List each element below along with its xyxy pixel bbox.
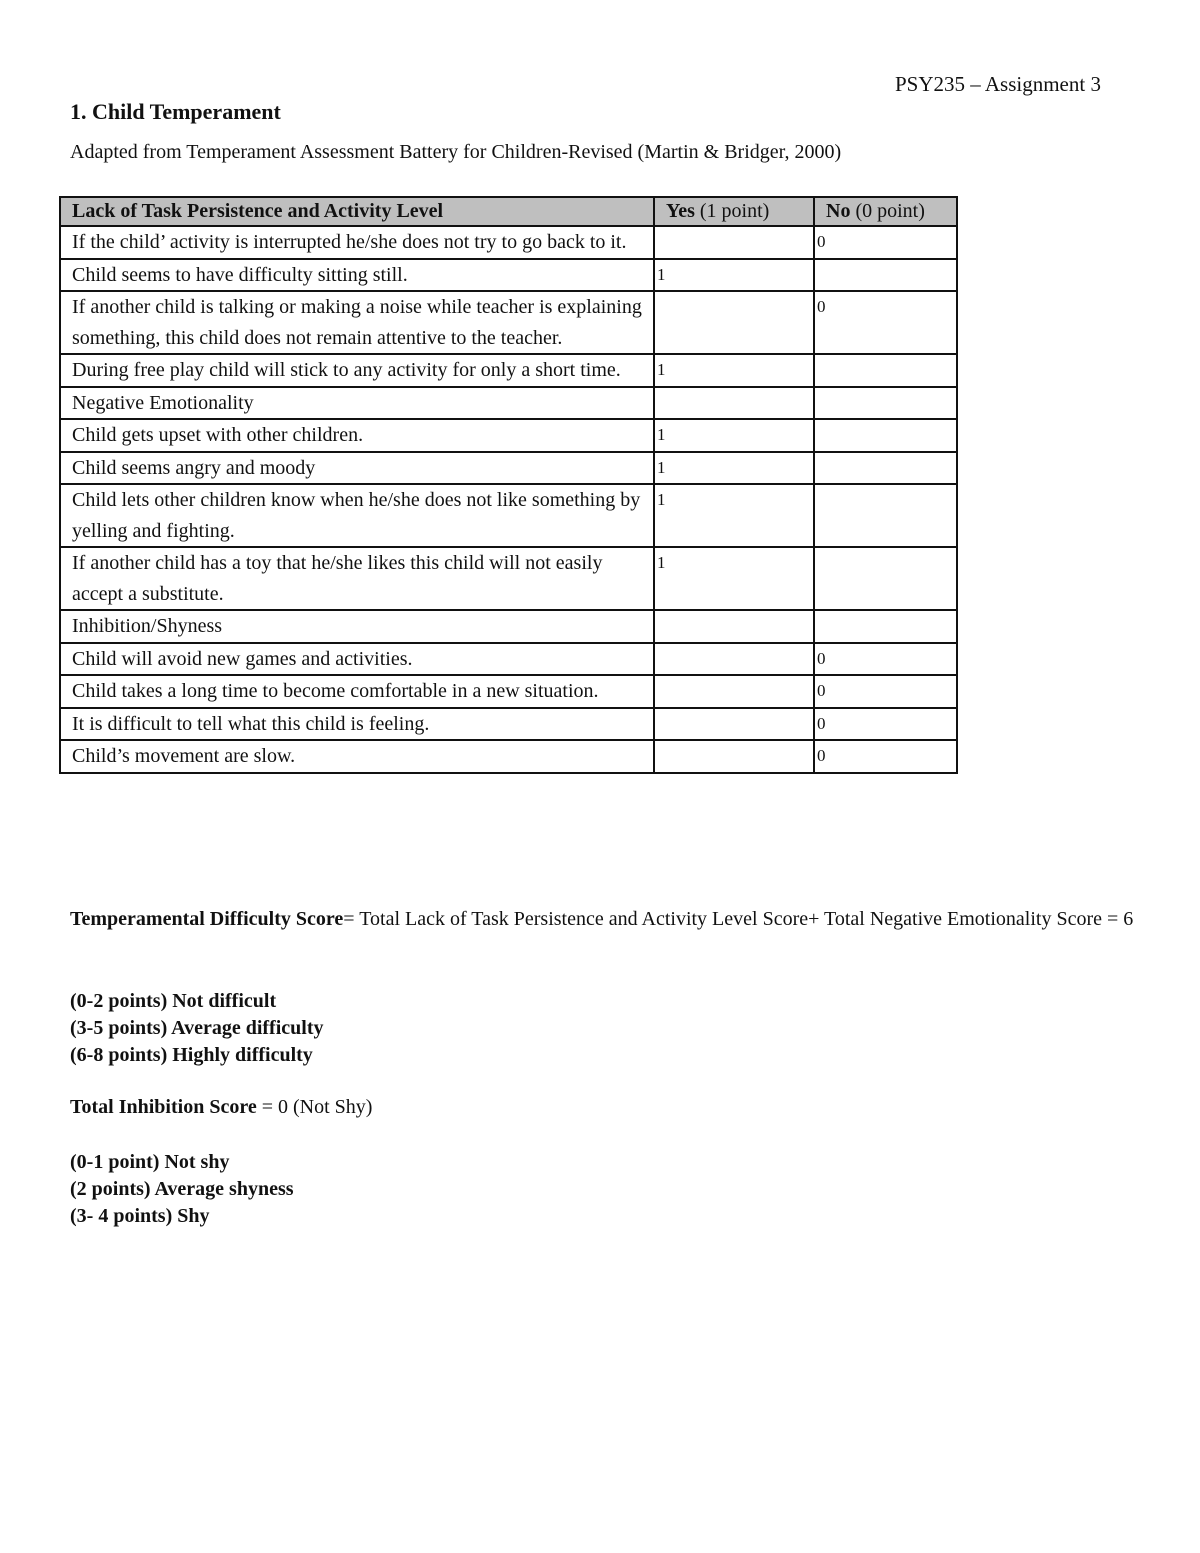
section-heading: Negative Emotionality (60, 387, 654, 420)
no-cell (814, 419, 957, 452)
table-row (60, 452, 957, 485)
yes-cell (654, 675, 814, 708)
table-row (60, 259, 957, 292)
shyness-level: (2 points) Average shyness (70, 1178, 294, 1200)
header-yes-label: Yes (666, 200, 695, 222)
item-text: If another child has a toy that he/she likes this child will not easily accept a substitute. (60, 547, 654, 610)
table-row (60, 675, 957, 708)
empty-cell (654, 610, 814, 643)
item-text: If another child is talking or making a noise while teacher is explaining something, this child does not remain attentive to the teacher. (60, 291, 654, 354)
difficulty-scale (70, 988, 324, 1069)
yes-cell (654, 291, 814, 354)
no-cell: 0 (814, 708, 957, 741)
course-header: PSY235 – Assignment 3 (895, 72, 1101, 96)
inhibition-score (70, 1096, 372, 1119)
no-cell: 0 (814, 675, 957, 708)
no-cell: 0 (814, 643, 957, 676)
item-text: Child takes a long time to become comfortable in a new situation. (60, 675, 654, 708)
yes-cell: 1 (654, 259, 814, 292)
table-row (60, 547, 957, 610)
inhibition-score-label: Total Inhibition Score (70, 1096, 257, 1118)
section-title: 1. Child Temperament (70, 99, 281, 124)
item-text: Child lets other children know when he/she does not like something by yelling and fighting. (60, 484, 654, 547)
header-yes (654, 197, 814, 226)
yes-cell: 1 (654, 419, 814, 452)
yes-cell (654, 708, 814, 741)
table-row (60, 291, 957, 354)
yes-cell: 1 (654, 354, 814, 387)
item-text: Child seems angry and moody (60, 452, 654, 485)
item-text: Child will avoid new games and activities. (60, 643, 654, 676)
item-text: If the child’ activity is interrupted he/she does not try to go back to it. (60, 226, 654, 259)
yes-cell: 1 (654, 484, 814, 547)
no-cell (814, 547, 957, 610)
no-cell: 0 (814, 740, 957, 773)
temperament-table (59, 196, 958, 774)
table-row (60, 643, 957, 676)
yes-cell (654, 643, 814, 676)
no-cell (814, 354, 957, 387)
table-row (60, 354, 957, 387)
header-no-points: (0 point) (850, 200, 925, 222)
empty-cell (654, 387, 814, 420)
item-text: Child gets upset with other children. (60, 419, 654, 452)
section-row-negative-emotionality (60, 387, 957, 420)
table-row (60, 484, 957, 547)
no-cell: 0 (814, 226, 957, 259)
difficulty-score-label: Temperamental Difficulty Score (70, 908, 344, 930)
no-cell (814, 484, 957, 547)
yes-cell (654, 226, 814, 259)
header-yes-points: (1 point) (694, 200, 770, 222)
header-category: Lack of Task Persistence and Activity Level (60, 197, 654, 226)
section-heading: Inhibition/Shyness (60, 610, 654, 643)
yes-cell (654, 740, 814, 773)
header-no-label: No (826, 200, 851, 222)
difficulty-level: (3-5 points) Average difficulty (70, 1017, 324, 1039)
no-cell (814, 259, 957, 292)
shyness-level: (0-1 point) Not shy (70, 1151, 230, 1173)
item-text: Child seems to have difficulty sitting still. (60, 259, 654, 292)
section-row-inhibition-shyness (60, 610, 957, 643)
table-row (60, 419, 957, 452)
table-row (60, 708, 957, 741)
empty-cell (814, 610, 957, 643)
table-header-row (60, 197, 957, 226)
difficulty-score-formula: = Total Lack of Task Persistence and Activity Level Score+ Total Negative Emotionality Score = 6 (343, 908, 1134, 930)
yes-cell: 1 (654, 452, 814, 485)
inhibition-score-value: = 0 (Not Shy) (256, 1096, 373, 1118)
header-no (814, 197, 957, 226)
source-citation: Adapted from Temperament Assessment Battery for Children-Revised (Martin & Bridger, 2000) (70, 141, 842, 163)
difficulty-score (70, 906, 1150, 933)
no-cell: 0 (814, 291, 957, 354)
difficulty-level: (6-8 points) Highly difficulty (70, 1044, 313, 1066)
item-text: Child’s movement are slow. (60, 740, 654, 773)
yes-cell: 1 (654, 547, 814, 610)
table-row (60, 226, 957, 259)
table-row (60, 740, 957, 773)
empty-cell (814, 387, 957, 420)
item-text: It is difficult to tell what this child is feeling. (60, 708, 654, 741)
shyness-scale (70, 1149, 294, 1230)
no-cell (814, 452, 957, 485)
item-text: During free play child will stick to any activity for only a short time. (60, 354, 654, 387)
difficulty-level: (0-2 points) Not difficult (70, 990, 277, 1012)
shyness-level: (3- 4 points) Shy (70, 1205, 210, 1227)
